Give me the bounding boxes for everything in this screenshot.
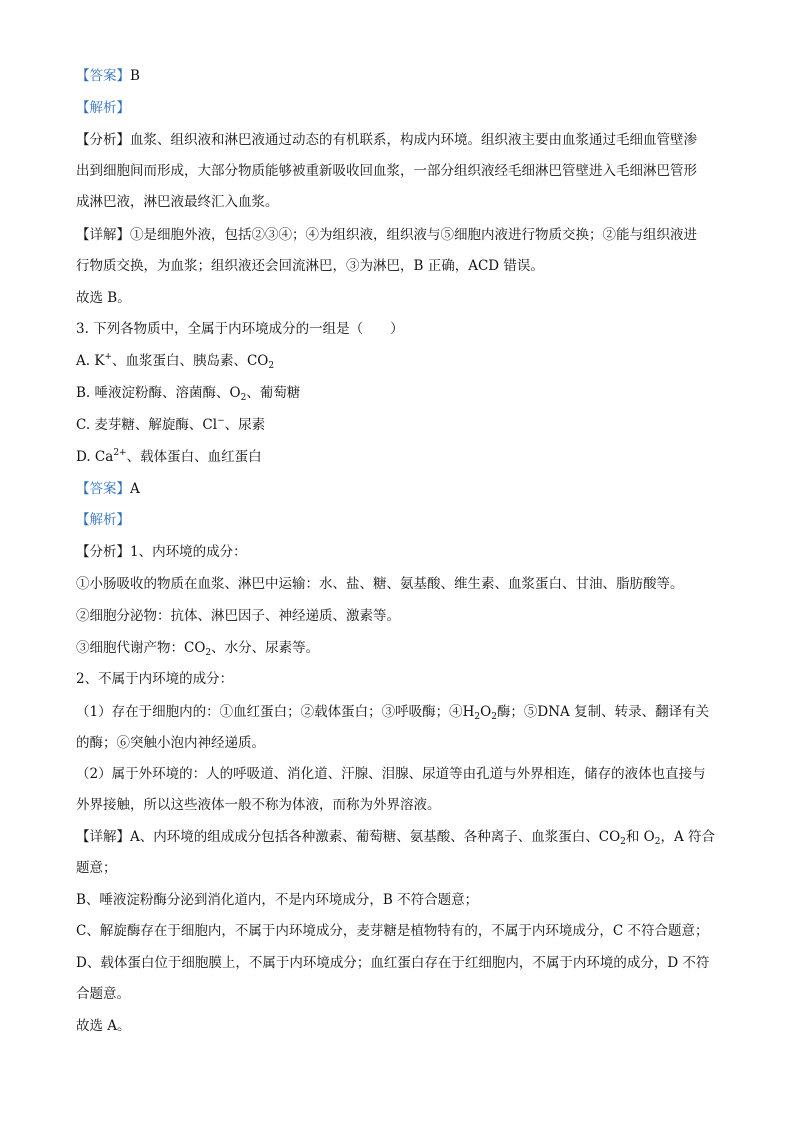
q3-fenxi-item-1: ①小肠吸收的物质在血浆、淋巴中运输：水、盐、糖、氨基酸、维生素、血浆蛋白、甘油、脂肪酸等。 xyxy=(76,576,684,592)
q2-xiangjie-line-2: 行物质交换，为血浆；组织液还会回流淋巴，③为淋巴，B 正确，ACD 错误。 xyxy=(76,258,544,274)
answer-tag: 【答案】 xyxy=(76,481,130,497)
xiangjie-tag: 【详解】 xyxy=(76,227,130,243)
analysis-tag: 【解析】 xyxy=(76,100,130,116)
xiangjie-tag: 【详解】 xyxy=(76,829,130,845)
q3-not-p1: （1）存在于细胞内的：①血红蛋白；②载体蛋白；③呼吸酶；$④H_2O_2$酶；⑤DNA 复制、转录、翻译有关 xyxy=(76,704,710,722)
fenxi-text: 血浆、组织液和淋巴液通过动态的有机联系，构成内环境。组织液主要由血浆通过毛细血管壁渗 xyxy=(130,132,697,148)
q2-fenxi-line-3: 成淋巴液，淋巴液最终汇入血浆。 xyxy=(76,194,279,210)
q2-fenxi-line-2: 出到细胞间而形成，大部分物质能够被重新吸收回血浆，一部分组织液经毛细淋巴管壁进入毛细淋巴管形 xyxy=(76,163,697,179)
answer-value: A xyxy=(130,481,140,497)
q3-xiangjie-b: B、唾液淀粉酶分泌到消化道内，不是内环境成分，B 不符合题意； xyxy=(76,892,479,908)
q3-conclusion: 故选 A。 xyxy=(76,1018,131,1034)
answer-tag: 【答案】 xyxy=(76,68,130,84)
answer-value: B xyxy=(130,68,140,84)
q3-fenxi-item-3: ③细胞代谢产物：$CO_2$、水分、尿素等。 xyxy=(76,640,320,658)
q2-answer-line xyxy=(76,67,721,85)
q3-answer-line xyxy=(76,480,721,498)
q3-xiangjie-d-line-2: 合题意。 xyxy=(76,986,130,1002)
q3-analysis-line xyxy=(76,511,721,529)
analysis-tag: 【解析】 xyxy=(76,512,130,528)
q3-xiangjie-c: C、解旋酶存在于细胞内，不属于内环境成分，麦芽糖是植物特有的，不属于内环境成分，C 不符合题意； xyxy=(76,923,709,939)
q3-option-a: A. K+、血浆蛋白、胰岛素、$CO_2$ xyxy=(76,352,275,371)
q3-not-p2-line-1: （2）属于外环境的：人的呼吸道、消化道、汗腺、泪腺、尿道等由孔道与外界相连，储存的液体也直接与 xyxy=(76,766,706,782)
q3-option-d: D. $Ca^{2+}$、载体蛋白、血红蛋白 xyxy=(76,448,262,465)
q3-xiangjie-a: 【详解】A、内环境的组成成分包括各种激素、葡萄糖、氨基酸、各种离子、血浆蛋白、$CO_2$和 $O_2$，A 符合 xyxy=(76,829,716,847)
q3-fenxi-title: 【分析】1、内环境的成分： xyxy=(76,544,247,560)
q2-conclusion: 故选 B。 xyxy=(76,290,131,306)
fenxi-tag: 【分析】 xyxy=(76,544,130,560)
q3-not-p1-line-2: 的酶；⑥突触小泡内神经递质。 xyxy=(76,735,265,751)
fenxi-tag: 【分析】 xyxy=(76,132,130,148)
q2-fenxi-line-1 xyxy=(76,131,721,149)
q3-not-p2-line-2: 外界接触，所以这些液体一般不称为体液，而称为外界溶液。 xyxy=(76,797,441,813)
q3-not-title: 2、不属于内环境的成分： xyxy=(76,671,234,687)
q3-fenxi-item-2: ②细胞分泌物：抗体、淋巴因子、神经递质、激素等。 xyxy=(76,608,400,624)
q2-analysis-line xyxy=(76,99,721,117)
q2-xiangjie-line-1 xyxy=(76,226,721,244)
xiangjie-text: ①是细胞外液，包括②③④；④为组织液，组织液与⑤细胞内液进行物质交换；②能与组织液进 xyxy=(130,227,697,243)
q3-question: 3. 下列各物质中，全属于内环境成分的一组是（ ） xyxy=(76,321,404,337)
q3-xiangjie-a-line-2: 题意； xyxy=(76,860,117,876)
q3-option-b: B. 唾液淀粉酶、溶菌酶、$O_2$、葡萄糖 xyxy=(76,385,301,403)
q3-xiangjie-d-line-1: D、载体蛋白位于细胞膜上，不属于内环境成分；血红蛋白存在于红细胞内，不属于内环境的成分，D 不符 xyxy=(76,955,710,971)
q3-option-c: C. 麦芽糖、解旋酶、Cl−、尿素 xyxy=(76,416,266,433)
